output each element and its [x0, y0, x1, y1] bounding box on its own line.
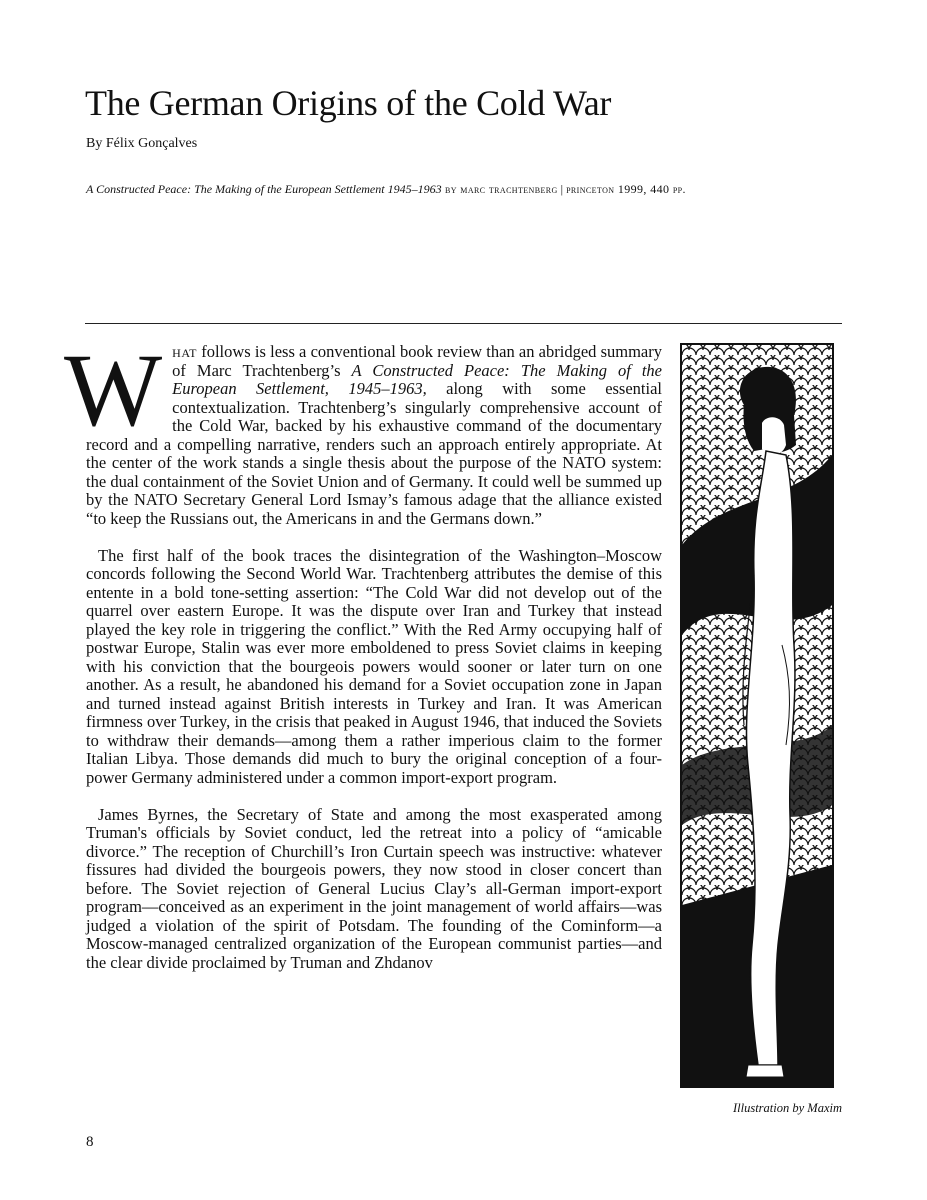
lead-in: hat	[172, 342, 198, 361]
header-rule	[85, 323, 842, 324]
illustration-artwork	[682, 345, 832, 1086]
book-author: by marc trachtenberg	[441, 182, 558, 196]
paragraph-1-text-b: along with some essential contextualization. Trachtenberg’s singularly comprehensive account of the Cold War, backed by his exhaustive command of the documentary record and a compelling narrative, renders such an approach entirely appropriate. At the center of the work stands a single thesis about the purpose of the NATO system: the dual containment of the Soviet Union and of Germany. It could well be summed up by the NATO Secretary General Lord Ismay’s famous adage that the alliance existed “to keep the Russians out, the Americans in and the Germans down.”	[86, 379, 663, 528]
paragraph-1	[64, 333, 663, 528]
page-number: 8	[86, 1134, 94, 1150]
book-info	[86, 182, 686, 197]
paragraph-1-text-a: follows is less a conventional book review than an abridged summary of Marc Trachtenberg’s	[172, 342, 662, 380]
drop-cap: W	[64, 333, 163, 448]
paragraph-2: The first half of the book traces the disintegration of the Washington–Moscow concords following the Second World War. Trachtenberg attributes the demise of this entente in a bold tone-setting assertion: “The Cold War did not develop out of the quarrel over eastern Europe. It was the dispute over Iran and Turkey that instead played the key role in triggering the conflict.” With the Red Army occupying half of postwar Europe, Stalin was ever more emboldened to press Soviet claims in keeping with his conviction that the bourgeois powers would sooner or later turn on one another. As a result, he abandoned his demand for a Soviet occupation zone in Japan and turned instead against British interests in Turkey and Iran. It was American firmness over Turkey, in the crisis that peaked in August 1946, that induced the Soviets to withdraw their demands—among them a rather imperious claim to the former Italian Libya. Those demands did much to bury the original conception of a four-power Germany administered under a common import-export program.	[86, 545, 662, 787]
article-body	[64, 333, 663, 972]
illustration-caption: Illustration by Maxim	[732, 1101, 842, 1115]
book-title-reference: A Constructed Peace: The Making of the European Settlement, 1945–1963,	[172, 360, 662, 398]
byline: By Félix Gonçalves	[86, 136, 198, 151]
book-title: A Constructed Peace: The Making of the European Settlement 1945–1963	[86, 182, 442, 196]
book-info-divider: |	[557, 182, 567, 196]
illustration	[680, 343, 834, 1088]
paragraph-3: James Byrnes, the Secretary of State and among the most exasperated among Truman's officials by Soviet conduct, led the retreat into a policy of “amicable divorce.” The reception of Churchill’s Iron Curtain speech was instructive: whatever fissures had divided the bourgeois powers, they now stood in closer concert than before. The Soviet rejection of General Lucius Clay’s all-German import-export program—conceived as an experiment in the joint management of world affairs—was judged a violation of the spirit of Potsdam. The founding of the Cominform—a Moscow-managed centralized organization of the European communist parties—and the clear divide proclaimed by Truman and Zhdanov	[86, 804, 662, 972]
book-publisher: princeton 1999, 440 pp.	[566, 182, 686, 196]
article-title: The German Origins of the Cold War	[85, 83, 612, 123]
